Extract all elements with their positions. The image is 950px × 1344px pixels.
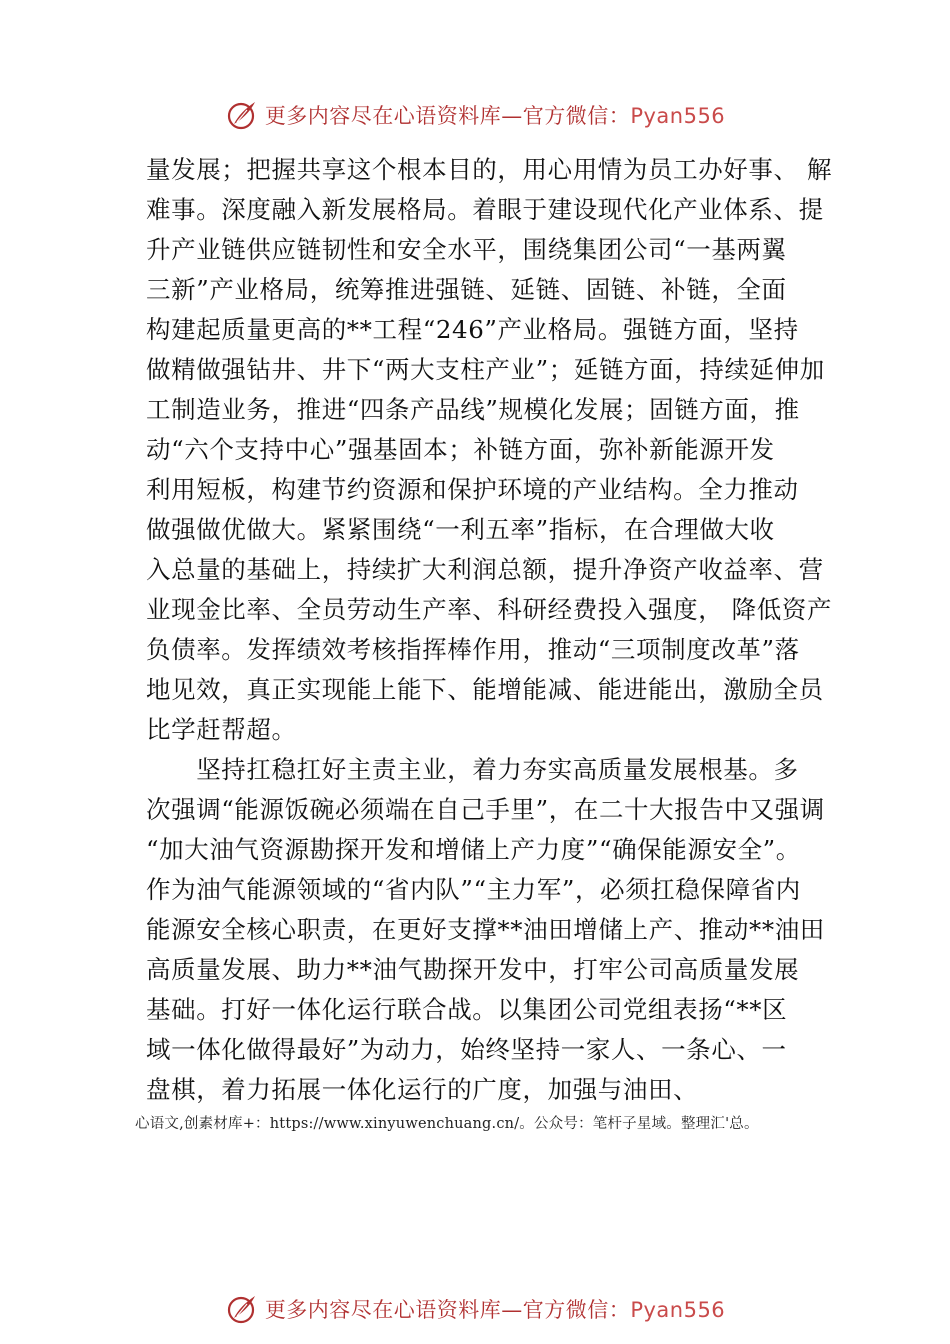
document-body	[146, 150, 836, 1110]
text-line: 利用短板，构建节约资源和保护环境的产业结构。全力推动	[146, 475, 799, 504]
text-line: 高质量发展、助力**油气勘探开发中，打牢公司高质量发展	[146, 955, 800, 984]
text-line: 次强调“能源饭碗必须端在自己手里”，在二十大报告中又强调	[146, 795, 825, 824]
text-line: 做强做优做大。紧紧围绕“一利五率”指标，在合理做大收	[146, 515, 775, 544]
text-line: 工制造业务，推进“四条产品线”规模化发展；固链方面，推	[146, 395, 800, 424]
text-line: 盘棋，着力拓展一体化运行的广度，加强与油田、	[146, 1075, 699, 1104]
text-line: 入总量的基础上，持续扩大利润总额，提升净资产收益率、营	[146, 555, 824, 584]
text-line: 作为油气能源领域的“省内队”“主力军”，必须扛稳保障省内	[146, 875, 801, 904]
text-line: 构建起质量更高的**工程“246”产业格局。强链方面，坚持	[146, 315, 799, 344]
text-line: “加大油气资源勘探开发和增储上产力度”“确保能源安全”。	[146, 835, 801, 864]
text-line: 做精做强钻井、井下“两大支柱产业”；延链方面，持续延伸加	[146, 355, 825, 384]
text-line: 域一体化做得最好”为动力，始终坚持一家人、一条心、一	[146, 1035, 787, 1064]
text-line: 难事。深度融入新发展格局。着眼于建设现代化产业体系、提	[146, 195, 824, 224]
text-line: 动“六个支持中心”强基固本；补链方面，弥补新能源开发	[146, 435, 775, 464]
wechat-account: Pyan556	[630, 104, 726, 128]
header-banner	[0, 93, 950, 137]
quill-seal-icon	[225, 98, 259, 132]
text-line: 地见效，真正实现能上能下、能增能减、能进能出，激励全员	[146, 675, 824, 704]
header-banner-text: 更多内容尽在心语资料库—官方微信：Pyan556	[264, 104, 726, 128]
footer-banner	[0, 1287, 950, 1331]
text-line: 基础。打好一体化运行联合战。以集团公司党组表扬“**区	[146, 995, 788, 1024]
text-line: 升产业链供应链韧性和安全水平，围绕集团公司“一基两翼	[146, 235, 787, 264]
text-line: 业现金比率、全员劳动生产率、科研经费投入强度， 降低资产	[146, 595, 833, 624]
quill-seal-icon	[225, 1292, 259, 1326]
text-line: 比学赶帮超。	[146, 715, 297, 744]
text-line: 能源安全核心职责，在更好支撑**油田增储上产、推动**油田	[146, 915, 825, 944]
source-footer-note: 心语文,创素材库+：https://www.xinyuwenchuang.cn/。公众号：笔杆子星域。整理汇'总。	[135, 1116, 759, 1132]
text-line: 三新”产业格局，统筹推进强链、延链、固链、补链，全面	[146, 275, 787, 304]
text-line: 负债率。发挥绩效考核指挥棒作用，推动“三项制度改革”落	[146, 635, 800, 664]
text-line: 量发展；把握共享这个根本目的，用心用情为员工办好事、 解	[146, 155, 833, 184]
footer-banner-text: 更多内容尽在心语资料库—官方微信：Pyan556	[264, 1298, 726, 1322]
text-line: 坚持扛稳扛好主责主业，着力夯实高质量发展根基。多	[146, 755, 799, 784]
wechat-account: Pyan556	[630, 1298, 726, 1322]
